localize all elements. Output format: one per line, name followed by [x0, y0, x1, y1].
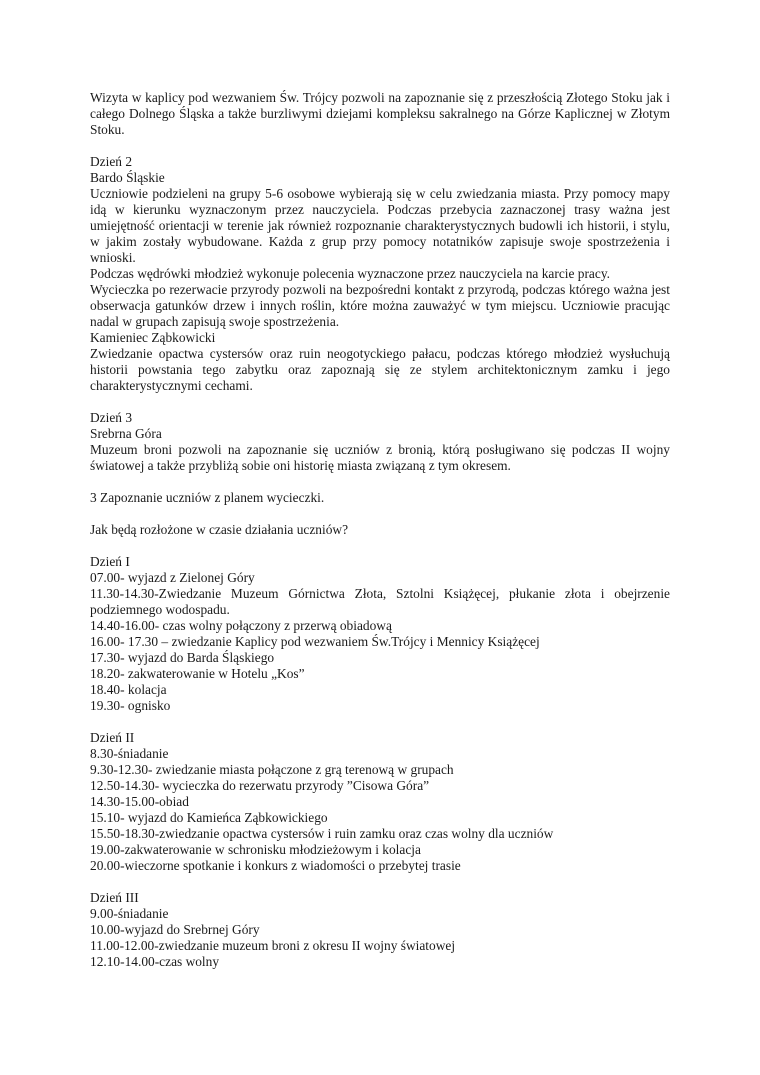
- schedule-item: 19.00-zakwaterowanie w schronisku młodzieżowym i kolacja: [90, 842, 421, 857]
- spacer: [90, 874, 670, 890]
- spacer: [90, 394, 670, 410]
- schedule-item: 9.00-śniadanie: [90, 906, 169, 921]
- schedule-item: 8.30-śniadanie: [90, 746, 169, 761]
- schedule-item: 18.20- zakwaterowanie w Hotelu „Kos”: [90, 666, 305, 681]
- day2-paragraph-2: Podczas wędrówki młodzież wykonuje polecenia wyznaczone przez nauczyciela na karcie pracy.: [90, 266, 610, 281]
- schedule-item: 07.00- wyjazd z Zielonej Góry: [90, 570, 255, 585]
- day3-heading: Dzień 3: [90, 410, 133, 425]
- day2-place2: Kamieniec Ząbkowicki: [90, 330, 216, 345]
- schedule-day1: [90, 554, 670, 714]
- schedule-day2-heading: Dzień II: [90, 730, 135, 745]
- schedule-item: 16.00- 17.30 – zwiedzanie Kaplicy pod wezwaniem Św.Trójcy i Mennicy Książęcej: [90, 634, 540, 649]
- schedule-item: 9.30-12.30- zwiedzanie miasta połączone z grą terenową w grupach: [90, 762, 454, 777]
- schedule-item: 11.30-14.30-Zwiedzanie Muzeum Górnictwa Złota, Sztolni Książęcej, płukanie złota i obejrzenie podziemnego wodospadu.: [90, 586, 670, 617]
- schedule-item: 17.30- wyjazd do Barda Śląskiego: [90, 650, 275, 665]
- schedule-day1-heading: Dzień I: [90, 554, 130, 569]
- document-page: [90, 90, 670, 970]
- spacer: [90, 138, 670, 154]
- schedule-item: 11.00-12.00-zwiedzanie muzeum broni z okresu II wojny światowej: [90, 938, 456, 953]
- schedule-item: 12.50-14.30- wycieczka do rezerwatu przyrody ”Cisowa Góra”: [90, 778, 430, 793]
- schedule-item: 12.10-14.00-czas wolny: [90, 954, 220, 969]
- spacer: [90, 714, 670, 730]
- schedule-item: 15.50-18.30-zwiedzanie opactwa cystersów i ruin zamku oraz czas wolny dla uczniów: [90, 826, 554, 841]
- question-text: Jak będą rozłożone w czasie działania uczniów?: [90, 522, 349, 537]
- spacer: [90, 474, 670, 490]
- day2-place1: Bardo Śląskie: [90, 170, 165, 185]
- day3-place: Srebrna Góra: [90, 426, 162, 441]
- schedule-item: 19.30- ognisko: [90, 698, 171, 713]
- schedule-item: 18.40- kolacja: [90, 682, 167, 697]
- spacer: [90, 506, 670, 522]
- day2-heading: Dzień 2: [90, 154, 133, 169]
- schedule-item: 14.30-15.00-obiad: [90, 794, 189, 809]
- day2-paragraph-3: Wycieczka po rezerwacie przyrody pozwoli na bezpośredni kontakt z przyrodą, podczas którego ważna jest obserwacja gatunków drzew i innych roślin, które można zauważyć w tym miejscu. Uczniowie pracując nadal w grupach zapisują swoje spostrzeżenia.: [90, 282, 670, 329]
- intro-paragraph: Wizyta w kaplicy pod wezwaniem Św. Trójcy pozwoli na zapoznanie się z przeszłością Złotego Stoku jak i całego Dolnego Śląska a także burzliwymi dziejami kompleksu sakralnego na Górze Kaplicznej w Złotym Stoku.: [90, 90, 670, 137]
- schedule-item: 20.00-wieczorne spotkanie i konkurs z wiadomości o przebytej trasie: [90, 858, 461, 873]
- schedule-item: 10.00-wyjazd do Srebrnej Góry: [90, 922, 260, 937]
- schedule-item: 14.40-16.00- czas wolny połączony z przerwą obiadową: [90, 618, 392, 633]
- day2-paragraph-4: Zwiedzanie opactwa cystersów oraz ruin neogotyckiego pałacu, podczas którego młodzież wysłuchują historii powstania tego zabytku oraz zapoznają się ze stylem architektonicznym zamku i jego charakterystycznymi cechami.: [90, 346, 670, 393]
- schedule-item: 15.10- wyjazd do Kamieńca Ząbkowickiego: [90, 810, 328, 825]
- section3-heading: 3 Zapoznanie uczniów z planem wycieczki.: [90, 490, 325, 505]
- schedule-day3-heading: Dzień III: [90, 890, 139, 905]
- day3-paragraph: Muzeum broni pozwoli na zapoznanie się uczniów z bronią, którą posługiwano się podczas II wojny światowej a także przybliżą sobie oni historię miasta związaną z tym okresem.: [90, 442, 670, 473]
- schedule-day3: [90, 890, 670, 970]
- day2-paragraph-1: Uczniowie podzieleni na grupy 5-6 osobowe wybierają się w celu zwiedzania miasta. Przy pomocy mapy idą w kierunku wyznaczonym przez nauczyciela. Podczas przebycia zaznaczonej trasy ważna jest umiejętność orientacji w terenie jak również rozpoznanie charakterystycznych budowli ich historii, i stylu, w jakim zostały wybudowane. Każda z grup przy pomocy notatników zapisuje swoje spostrzeżenia i wnioski.: [90, 186, 670, 265]
- spacer: [90, 538, 670, 554]
- schedule-day2: [90, 730, 670, 874]
